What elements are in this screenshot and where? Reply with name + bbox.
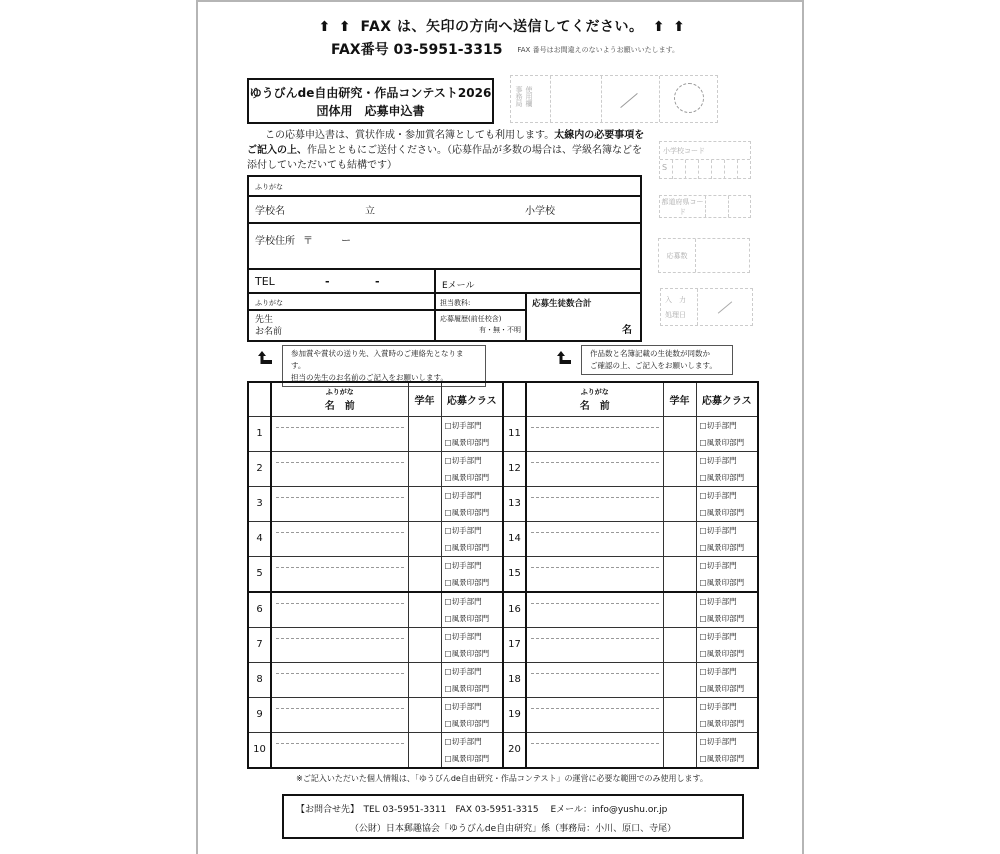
row-number: 8 — [248, 662, 271, 697]
postmark-division-checkbox[interactable]: □風景印部門 — [699, 718, 745, 728]
grade-field[interactable] — [663, 662, 696, 697]
table-row — [248, 556, 758, 592]
class-select[interactable] — [696, 697, 758, 732]
count-note: 作品数と名簿記載の生徒数が同数か ご確認の上、ご記入をお願いします。 — [581, 345, 733, 375]
postmark-division-checkbox[interactable]: □風景印部門 — [444, 507, 490, 517]
teacher-name-field[interactable]: ふりがな 先生 お名前 — [249, 294, 436, 340]
row-number: 5 — [248, 556, 271, 592]
student-name-field[interactable] — [271, 592, 408, 628]
header-class: 応募クラス — [696, 382, 758, 416]
class-select[interactable] — [696, 451, 758, 486]
grade-field[interactable] — [663, 451, 696, 486]
school-address-row[interactable]: 学校住所 〒 ー — [249, 224, 640, 270]
postmark-division-checkbox[interactable]: □風景印部門 — [444, 472, 490, 482]
grade-field[interactable] — [408, 732, 441, 768]
postmark-division-checkbox[interactable]: □風景印部門 — [444, 613, 490, 623]
postmark-division-checkbox[interactable]: □風景印部門 — [699, 507, 745, 517]
row-number: 18 — [503, 662, 526, 697]
table-row — [248, 627, 758, 662]
postmark-division-checkbox[interactable]: □風景印部門 — [699, 613, 745, 623]
grade-field[interactable] — [408, 627, 441, 662]
entry-count-box: 応募数 — [658, 238, 750, 273]
header-grade: 学年 — [663, 382, 696, 416]
grade-field[interactable] — [663, 416, 696, 451]
postmark-division-checkbox[interactable]: □風景印部門 — [444, 577, 490, 587]
stamp-division-checkbox[interactable]: □切手部門 — [444, 596, 482, 606]
row-number: 17 — [503, 627, 526, 662]
grade-field[interactable] — [663, 732, 696, 768]
student-name-field[interactable] — [271, 556, 408, 592]
grade-field[interactable] — [408, 451, 441, 486]
row-number: 14 — [503, 521, 526, 556]
corner-arrow-icon — [556, 350, 572, 370]
school-code-box: 小学校コード S — [659, 141, 751, 179]
tel-field[interactable]: TEL - - — [249, 270, 436, 292]
stamp-division-checkbox[interactable]: □切手部門 — [444, 455, 482, 465]
row-number: 6 — [248, 592, 271, 628]
total-students-field[interactable]: 応募生徒数合計 名 — [532, 299, 632, 336]
office-use-cell — [551, 76, 602, 122]
class-select[interactable] — [696, 521, 758, 556]
class-select[interactable] — [696, 592, 758, 628]
stamp-division-checkbox[interactable]: □切手部門 — [699, 666, 737, 676]
class-select[interactable] — [696, 416, 758, 451]
office-use-box — [510, 75, 718, 123]
postmark-division-checkbox[interactable]: □風景印部門 — [444, 648, 490, 658]
row-number: 9 — [248, 697, 271, 732]
teacher-detail-field[interactable]: 担当教科: 応募履歴(前任校含) 有・無・不明 — [436, 294, 527, 340]
class-select[interactable] — [441, 662, 503, 697]
table-row — [248, 521, 758, 556]
contact-line2: （公財）日本郵趣協会「ゆうびんde自由研究」係（事務局：小川、原口、寺尾） — [349, 824, 677, 834]
class-select[interactable] — [696, 662, 758, 697]
stamp-division-checkbox[interactable]: □切手部門 — [444, 525, 482, 535]
grade-field[interactable] — [663, 627, 696, 662]
stamp-division-checkbox[interactable]: □切手部門 — [444, 560, 482, 570]
row-number: 4 — [248, 521, 271, 556]
student-name-field[interactable] — [271, 486, 408, 521]
stamp-division-checkbox[interactable]: □切手部門 — [699, 736, 737, 746]
stamp-division-checkbox[interactable]: □切手部門 — [699, 596, 737, 606]
fax-instruction-text: FAX は、矢印の方向へ送信してください。 — [360, 19, 644, 35]
table-row — [248, 732, 758, 768]
title-line1: ゆうびんde自由研究・作品コンテスト2026 — [249, 86, 492, 100]
grade-field[interactable] — [408, 486, 441, 521]
stamp-division-checkbox[interactable]: □切手部門 — [699, 525, 737, 535]
class-select[interactable] — [441, 627, 503, 662]
row-number: 16 — [503, 592, 526, 628]
privacy-note: ※ご記入いただいた個人情報は、「ゆうびんde自由研究・作品コンテスト」の運営に必要な範囲でのみ使用します。 — [296, 774, 708, 783]
stamp-division-checkbox[interactable]: □切手部門 — [444, 420, 482, 430]
title-line2: 団体用 応募申込書 — [316, 104, 425, 118]
student-name-field[interactable] — [271, 521, 408, 556]
fax-number-note: FAX 番号はお間違えのないようお願いいたします。 — [517, 46, 680, 54]
grade-field[interactable] — [663, 697, 696, 732]
fax-instruction — [198, 16, 806, 36]
class-select[interactable] — [441, 486, 503, 521]
table-row — [248, 592, 758, 628]
postmark-division-checkbox[interactable]: □風景印部門 — [699, 648, 745, 658]
row-number: 15 — [503, 556, 526, 592]
input-date-box: 入 力 処理日 — [660, 288, 753, 326]
stamp-division-checkbox[interactable]: □切手部門 — [699, 490, 737, 500]
grade-field[interactable] — [408, 556, 441, 592]
prefecture-code-box: 都道府県コード — [659, 195, 751, 218]
header-name: ふりがな 名 前 — [526, 382, 663, 416]
grade-field[interactable] — [663, 592, 696, 628]
stamp-circle-icon — [674, 83, 704, 113]
class-select[interactable] — [696, 556, 758, 592]
row-number: 13 — [503, 486, 526, 521]
postmark-division-checkbox[interactable]: □風景印部門 — [444, 542, 490, 552]
grade-field[interactable] — [663, 521, 696, 556]
table-row — [248, 486, 758, 521]
stamp-division-checkbox[interactable]: □切手部門 — [444, 490, 482, 500]
arrow-up-icon: ⬆ — [652, 19, 666, 35]
grade-field[interactable] — [408, 697, 441, 732]
student-name-field[interactable] — [271, 662, 408, 697]
student-name-field[interactable] — [526, 556, 663, 592]
student-name-field[interactable] — [526, 697, 663, 732]
grade-field[interactable] — [408, 592, 441, 628]
class-select[interactable] — [696, 627, 758, 662]
contact-line1: 【お問合せ先】 TEL 03-5951-3311 FAX 03-5951-3315 Eメール：info@yushu.or.jp — [296, 805, 668, 815]
fax-number — [331, 39, 679, 59]
teacher-row — [249, 294, 640, 340]
stamp-division-checkbox[interactable]: □切手部門 — [444, 736, 482, 746]
class-select[interactable] — [441, 732, 503, 768]
postmark-division-checkbox[interactable]: □風景印部門 — [444, 718, 490, 728]
table-row — [248, 662, 758, 697]
student-name-field[interactable] — [271, 627, 408, 662]
student-entry-table — [247, 381, 759, 769]
stamp-division-checkbox[interactable]: □切手部門 — [699, 455, 737, 465]
student-name-field[interactable] — [526, 416, 663, 451]
intro-text: この応募申込書は、賞状作成・参加賞名簿としても利用します。太線内の必要事項を ご記入の上、作品とともにご送付ください。（応募作品が多数の場合は、学級名簿などを 添付していただいても結構です） — [247, 130, 645, 171]
row-number: 3 — [248, 486, 271, 521]
arrow-up-icon: ⬆ — [673, 19, 686, 35]
class-select[interactable] — [441, 416, 503, 451]
student-name-field[interactable] — [526, 451, 663, 486]
class-select[interactable] — [441, 697, 503, 732]
corner-arrow-icon — [257, 350, 273, 370]
fax-number-text: FAX番号 03-5951-3315 — [331, 42, 503, 58]
row-number: 10 — [248, 732, 271, 768]
student-name-field[interactable] — [271, 416, 408, 451]
application-form-page — [196, 0, 804, 854]
school-info-form — [247, 175, 642, 342]
office-use-label: 事務局 使用欄 — [511, 76, 551, 122]
row-number: 2 — [248, 451, 271, 486]
stamp-division-checkbox[interactable]: □切手部門 — [699, 701, 737, 711]
stamp-division-checkbox[interactable]: □切手部門 — [699, 420, 737, 430]
grade-field[interactable] — [408, 521, 441, 556]
header-name: ふりがな 名 前 — [271, 382, 408, 416]
office-use-stamp-cell — [660, 76, 717, 122]
stamp-division-checkbox[interactable]: □切手部門 — [699, 631, 737, 641]
school-furigana-row[interactable]: ふりがな — [249, 177, 640, 197]
student-name-field[interactable] — [526, 662, 663, 697]
class-select[interactable] — [441, 451, 503, 486]
header-class: 応募クラス — [441, 382, 503, 416]
stamp-division-checkbox[interactable]: □切手部門 — [444, 631, 482, 641]
class-select[interactable] — [441, 521, 503, 556]
class-select[interactable] — [696, 486, 758, 521]
student-name-field[interactable] — [526, 521, 663, 556]
postmark-division-checkbox[interactable]: □風景印部門 — [699, 753, 745, 763]
row-number: 20 — [503, 732, 526, 768]
contact-row — [249, 270, 640, 294]
student-name-field[interactable] — [526, 627, 663, 662]
office-use-date-cell — [602, 76, 659, 122]
table-row — [248, 451, 758, 486]
postmark-division-checkbox[interactable]: □風景印部門 — [699, 472, 745, 482]
row-number: 11 — [503, 416, 526, 451]
row-number: 1 — [248, 416, 271, 451]
student-name-field[interactable] — [526, 486, 663, 521]
student-name-field[interactable] — [271, 451, 408, 486]
student-name-field[interactable] — [526, 592, 663, 628]
student-name-field[interactable] — [526, 732, 663, 768]
table-row — [248, 697, 758, 732]
arrow-up-icon: ⬆ — [318, 19, 331, 35]
arrow-up-icon: ⬆ — [338, 19, 352, 35]
form-title — [247, 78, 494, 124]
student-name-field[interactable] — [271, 732, 408, 768]
school-name-row[interactable]: 学校名 立 小学校 — [249, 197, 640, 224]
email-field[interactable]: Eメール — [442, 281, 475, 291]
grade-field[interactable] — [408, 416, 441, 451]
contact-box — [282, 794, 744, 839]
grade-field[interactable] — [663, 556, 696, 592]
postmark-division-checkbox[interactable]: □風景印部門 — [699, 542, 745, 552]
slash-icon — [621, 93, 638, 108]
row-number: 19 — [503, 697, 526, 732]
student-name-field[interactable] — [271, 697, 408, 732]
stamp-division-checkbox[interactable]: □切手部門 — [699, 560, 737, 570]
row-number: 12 — [503, 451, 526, 486]
postmark-division-checkbox[interactable]: □風景印部門 — [699, 577, 745, 587]
postmark-division-checkbox[interactable]: □風景印部門 — [699, 437, 745, 447]
class-select[interactable] — [696, 732, 758, 768]
stamp-division-checkbox[interactable]: □切手部門 — [444, 701, 482, 711]
class-select[interactable] — [441, 592, 503, 628]
class-select[interactable] — [441, 556, 503, 592]
teacher-note: 参加賞や賞状の送り先、入賞時のご連絡先となります。 担当の先生のお名前のご記入をお願いします。 — [282, 345, 486, 387]
table-row — [248, 416, 758, 451]
table-header — [248, 382, 758, 416]
stamp-division-checkbox[interactable]: □切手部門 — [444, 666, 482, 676]
grade-field[interactable] — [663, 486, 696, 521]
header-grade: 学年 — [408, 382, 441, 416]
row-number: 7 — [248, 627, 271, 662]
postmark-division-checkbox[interactable]: □風景印部門 — [444, 753, 490, 763]
postmark-division-checkbox[interactable]: □風景印部門 — [699, 683, 745, 693]
grade-field[interactable] — [408, 662, 441, 697]
postmark-division-checkbox[interactable]: □風景印部門 — [444, 683, 490, 693]
slash-icon — [698, 289, 752, 325]
postmark-division-checkbox[interactable]: □風景印部門 — [444, 437, 490, 447]
